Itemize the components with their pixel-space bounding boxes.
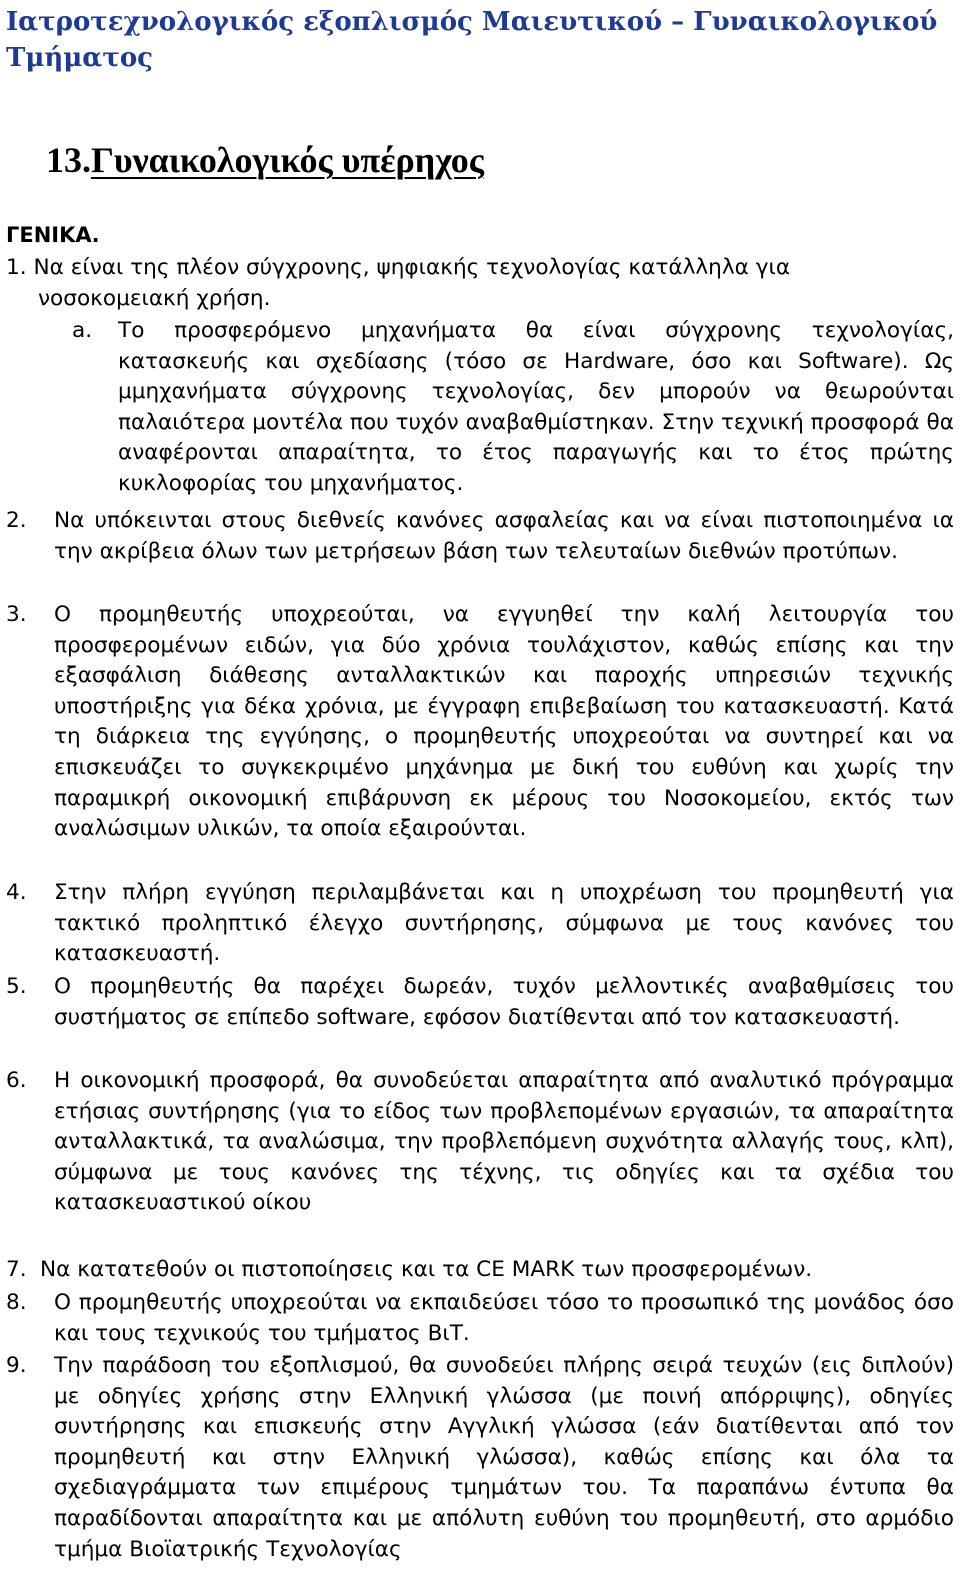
list-item-7 [6, 1255, 954, 1286]
item-text: Να υπόκεινται στους διεθνείς κανόνες ασφαλείας και να είναι πιστοποιημένα ια την ακρίβεια όλων των μετρήσεων βάση των τελευταίων διεθνών προτύπων. [54, 508, 954, 564]
item-number: 2. [6, 508, 27, 533]
item-number: 7. [6, 1257, 27, 1282]
list-item-6 [6, 1066, 954, 1219]
item-text: Ο προμηθευτής θα παρέχει δωρεάν, τυχόν μελλοντικές αναβαθμίσεις του συστήματος σε επίπεδο software, εφόσον διατίθενται από τον κατασκευαστή. [54, 974, 954, 1030]
item-text: Στην πλήρη εγγύηση περιλαμβάνεται και η υποχρέωση του προμηθευτή για τακτικό προληπτικό έλεγχο συντήρησης, σύμφωνα με τους κανόνες του κατασκευαστή. [54, 880, 954, 967]
item-number: 4. [6, 880, 27, 905]
section-number: 13. [46, 140, 91, 180]
general-heading: ΓΕΝΙΚΑ. [6, 223, 100, 247]
item-text: Να κατατεθούν οι πιστοποίησεις και τα CE MARK των προσφερομένων. [40, 1257, 813, 1282]
item-number: 9. [6, 1353, 27, 1378]
list-item-2 [6, 506, 954, 567]
list-item-1 [6, 253, 952, 314]
item-text-line2: νοσοκομειακή χρήση. [38, 285, 271, 311]
item-text: Ο προμηθευτής υποχρεούται, να εγγυηθεί την καλή λειτουργία του προσφερομένων ειδών, για δύο χρόνια τουλάχιστον, καθώς επίσης και την εξασφάλιση διάθεσης ανταλλακτικών και παροχής υπηρεσιών τεχνικής υποστήριξης για δέκα χρόνια, με έγγραφη επιβεβαίωση του κατασκευαστή. Κατά τη διάρκεια της εγγύησης, ο προμηθευτής υποχρεούται να συντηρεί και να επισκευάζει το συγκεκριμένο μηχάνημα με δική του ευθύνη και χωρίς την παραμικρή οικονομική επιβάρυνση εκ μέρους του Νοσοκομείου, εκτός των αναλώσιμων υλικών, τα οποία εξαιρούνται. [54, 602, 954, 842]
item-number: 1. [6, 255, 27, 280]
section-title [46, 138, 484, 182]
item-text: Την παράδοση του εξοπλισμού, θα συνοδεύει πλήρης σειρά τευχών (εις διπλούν) με οδηγίες χρήσης στην Ελληνική γλώσσα (με ποινή απόρριψης), οδηγίες συντήρησης και επισκευής στην Αγγλική γλώσσα (εάν διατίθενται από τον προμηθευτή και στην Ελληνική γλώσσα), καθώς επίσης και όλα τα σχεδιαγράμματα των επιμέρους τμημάτων του. Τα παραπάνω έντυπα θα παραδίδονται απαραίτητα και με απόλυτη ευθύνη του προμηθευτή, στο αρμόδιο τμήμα Βιοϊατρικής Τεχνολογίας [54, 1353, 954, 1562]
item-number: 3. [6, 602, 27, 627]
item-text-line1: Να είναι της πλέον σύγχρονης, ψηφιακής τεχνολογίας κατάλληλα για [33, 255, 791, 280]
item-number: 8. [6, 1290, 27, 1315]
list-item-5 [6, 972, 954, 1033]
item-number: a. [72, 318, 93, 343]
list-item-8 [6, 1288, 954, 1349]
document-header: Ιατροτεχνολογικός εξοπλισμός Μαιευτικού – Γυναικολογικού Τμήματος [6, 7, 938, 73]
list-item-4 [6, 878, 954, 970]
item-text: Η οικονομική προσφορά, θα συνοδεύεται απαραίτητα από αναλυτικό πρόγραμμα ετήσιας συντήρησης (για το είδος των προβλεπομένων εργασιών, τα απαραίτητα ανταλλακτικά, τα αναλώσιμα, την προβλεπόμενη συχνότητα αλλαγής τους, κλπ), σύμφωνα με τους κανόνες της τέχνης, τις οδηγίες και τα σχέδια του κατασκευαστικού οίκου [54, 1068, 954, 1216]
item-text: Το προσφερόμενο μηχανήματα θα είναι σύγχρονης τεχνολογίας, κατασκευής και σχεδίασης (τόσο σε Hardware, όσο και Software). Ως μμηχανήματα σύγχρονης τεχνολογίας, δεν μπορούν να θεωρούνται παλαιότερα μοντέλα που τυχόν αναβαθμίστηκαν. Στην τεχνική προσφορά θα αναφέρονται απαραίτητα, το έτος παραγωγής και το έτος πρώτης κυκλοφορίας του μηχανήματος. [118, 318, 954, 496]
list-item-a [72, 316, 954, 500]
item-number: 5. [6, 974, 27, 999]
list-item-3 [6, 600, 954, 845]
section-title-text: Γυναικολογικός υπέρηχος [91, 140, 484, 180]
list-item-9 [6, 1351, 954, 1565]
item-text: Ο προμηθευτής υποχρεούται να εκπαιδεύσει τόσο το προσωπικό της μονάδος όσο και τους τεχνικούς του τμήματος ΒιΤ. [54, 1290, 954, 1346]
item-number: 6. [6, 1068, 27, 1093]
